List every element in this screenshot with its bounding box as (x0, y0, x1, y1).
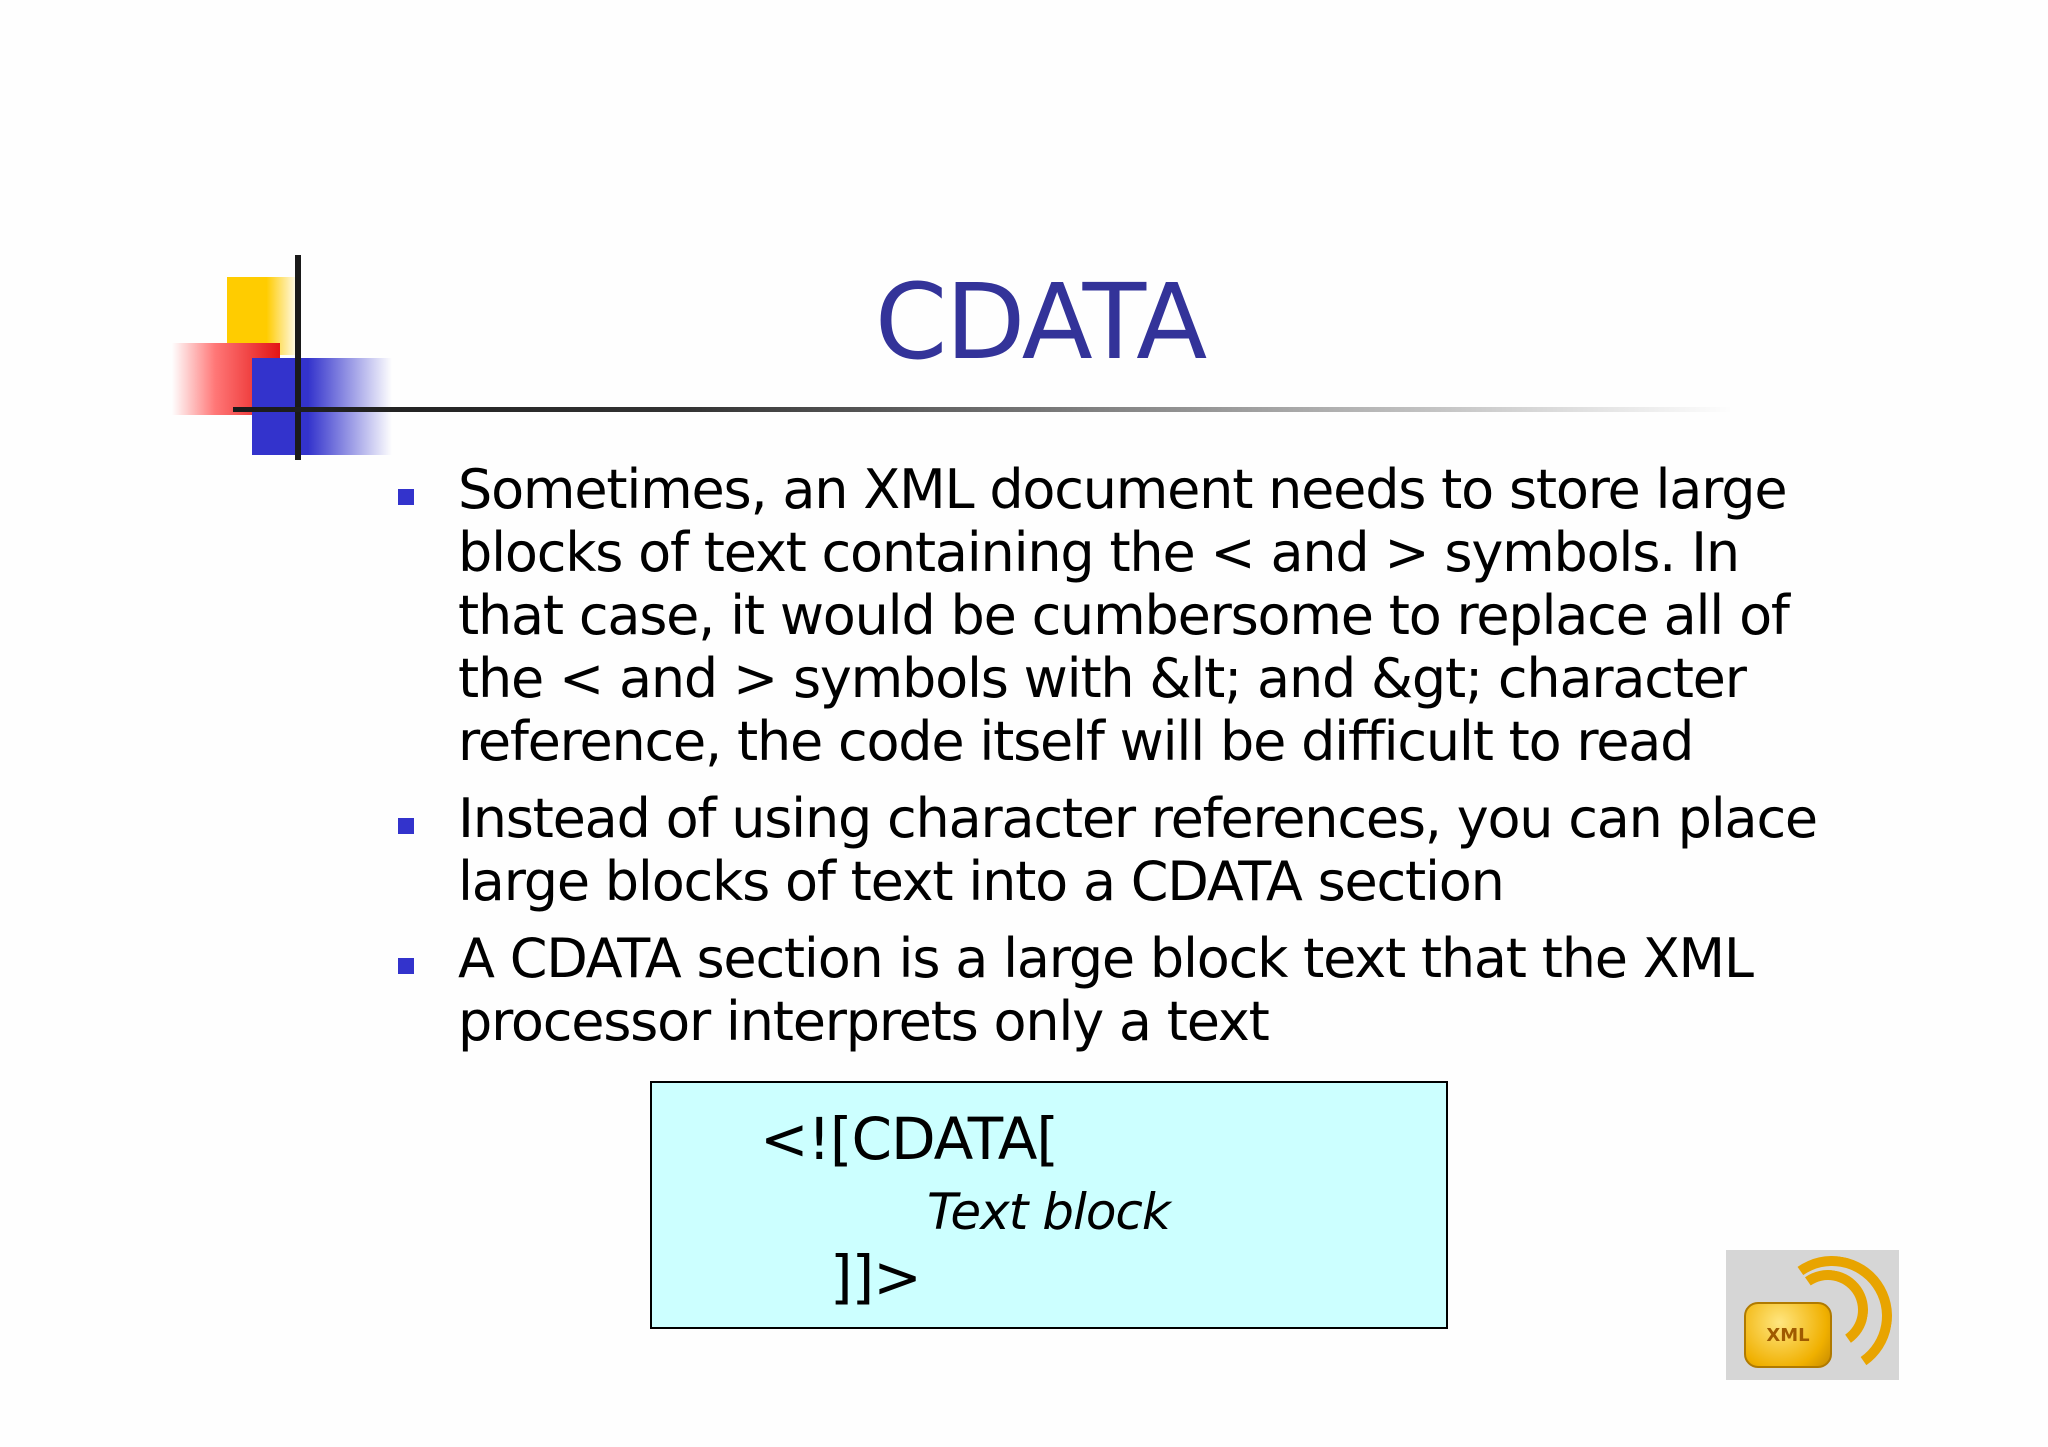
square-bullet-icon (398, 958, 414, 974)
xml-badge: XML (1744, 1302, 1832, 1368)
bullet-text: Instead of using character references, you can place large blocks of text into a CDATA section (458, 787, 1817, 913)
bullet-item (392, 458, 1842, 773)
bullet-item (392, 787, 1842, 913)
square-bullet-icon (398, 489, 414, 505)
cdata-open-text: <![CDATA[ (760, 1105, 1059, 1173)
slide-title: CDATA (874, 261, 1206, 383)
square-bullet-icon (398, 818, 414, 834)
cdata-close-text: ]]> (830, 1243, 921, 1311)
bullet-text: A CDATA section is a large block text that the XML processor interprets only a text (458, 927, 1753, 1053)
cdata-body-text: Text block (927, 1183, 1170, 1241)
bullet-list (392, 458, 1842, 1067)
cdata-code-box (650, 1081, 1448, 1329)
xml-logo-icon (1726, 1250, 1899, 1380)
title-underline (233, 407, 1733, 412)
bullet-text: Sometimes, an XML document needs to store large blocks of text containing the < and > symbols. In that case, it would be cumbersome to replace all of the < and > symbols with &lt; and &gt; character reference, the code itself will be difficult to read (458, 458, 1789, 773)
bullet-item (392, 927, 1842, 1053)
